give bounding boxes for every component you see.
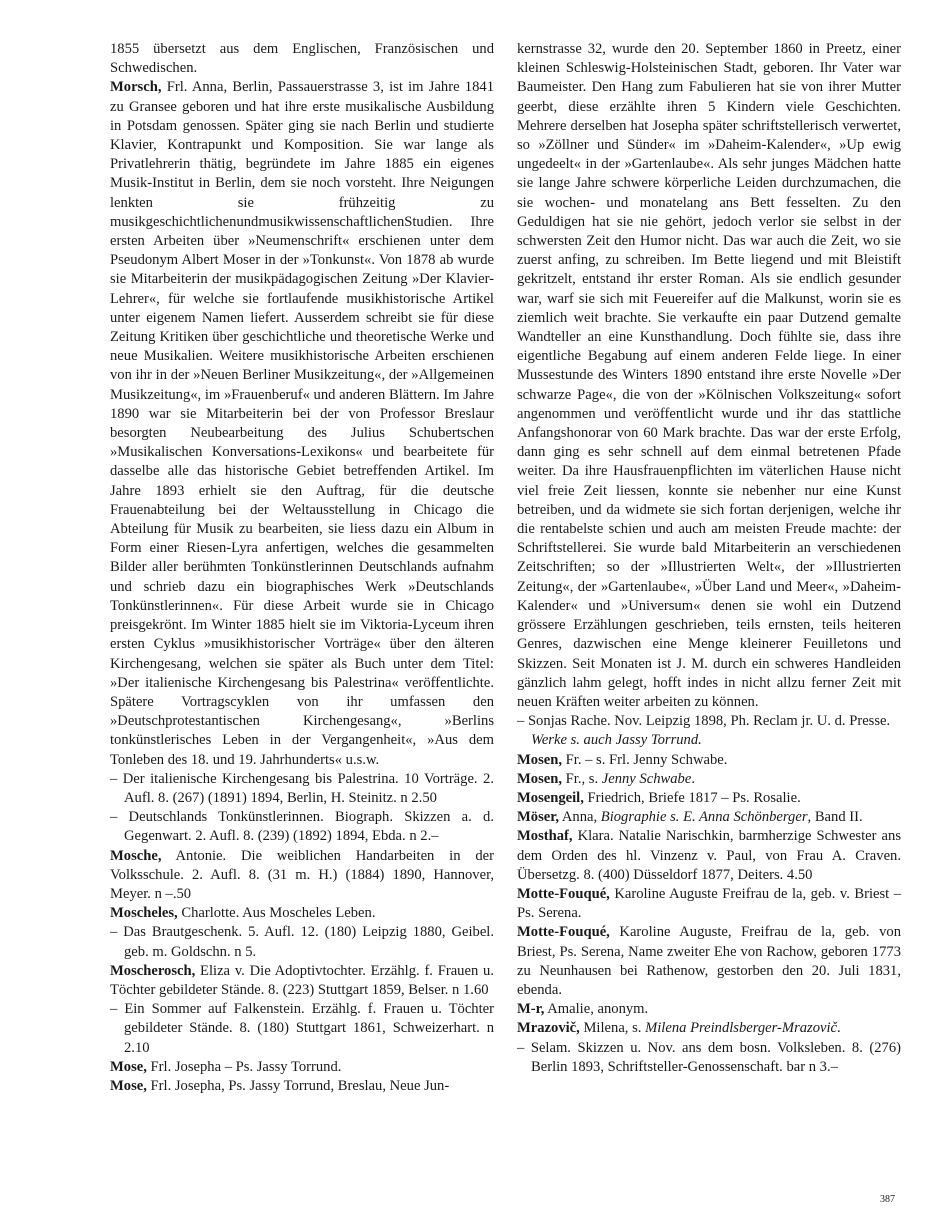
- entry-italic: Biographie s. E. Anna Schönberger: [600, 809, 808, 826]
- entry-text: Frl. Josepha – Ps. Jassy Torrund.: [146, 1058, 342, 1075]
- entry-mosen: [517, 751, 901, 770]
- entry-text: Friedrich, Briefe 1817 – Ps. Rosalie.: [583, 789, 801, 806]
- entry-tail: , Band II.: [807, 809, 863, 826]
- entry-tail: .: [837, 1020, 841, 1037]
- entry-text: Anna,: [559, 809, 601, 826]
- headword: Motte-Fouqué,: [517, 924, 610, 941]
- work-entry: – Selam. Skizzen u. Nov. ans dem bosn. Volksleben. 8. (276) Berlin 1893, Schriftsteller-Genossenschaft. bar n 3.–: [517, 1039, 901, 1075]
- entry-motte-fouque-full: [517, 923, 901, 1000]
- entry-mose-full: [110, 1077, 494, 1096]
- headword: Mosen,: [517, 751, 562, 768]
- entry-text: Klara. Natalie Narischkin, barmherzige Schwester ans dem Orden des hl. Vinzenz v. Paul, von Frau A. Craven. Übersetzg. 8. (400) Düsseldorf 1877, Deiters. 4.50: [517, 828, 901, 883]
- continuation-text: 1855 übersetzt aus dem Englischen, Französischen und Schwedischen.: [110, 41, 494, 77]
- headword: Mrazovič,: [517, 1020, 580, 1037]
- continuation-text: kernstrasse 32, wurde den 20. September 1860 in Preetz, einer kleinen Schleswig-Holsteinischen Stadt, geboren. Ihr Vater war Baumeister. Den Hang zum Fabulieren hat sie von ihrer Mutter geerbt, diese erzählte ihren 5 Kindern viele Geschichten. Mehrere derselben hat Josepha später schriftstellerisch verwertet, so »Zöllner und Sünder« im »Daheim-Kalender«, »Up ewig ungedeelt« in der »Gartenlaube«. Als sehr junges Mädchen hatte sie lange Jahre schwere körperliche Leiden durchzumachen, die sie wochen- und monatelang ans Bett fesselten. Zu den Geduldigen hat sie nie gehört, jedoch verlor sie selbst in der schwersten Zeit den Humor nicht. Das war auch die Zeit, wo sie zuerst anfing, zu schreiben. Im Bette liegend und mit Bleistift gekritzelt, entstand ihr erster Roman. Als sie endlich gesunder war, warf sie sich mit Feuereifer auf die Malkunst, worin sie es ziemlich weit brachte. Sie verkaufte ein paar Dutzend gemalte Wandteller an eine Kunsthandlung. Doch fühlte sie, dass ihre eigentliche Begabung auf einem anderen Felde liege. In einer Mussestunde des Winters 1890 entstand ihre erste Novelle »Der schwarze Page«, die von der »Kölnischen Volkszeitung« sofort angenommen und veröffentlicht wurde und ihr das stattliche Anfangshonorar von 60 Mark brachte. Das war der erste Erfolg, dann ging es sehr schnell auf dem einmal betretenen Pfade weiter. Da ihre Hausfrauenpflichten im väterlichen Hause nicht viel freie Zeit liessen, konnte sie nebenher nur eine Kunst betreiben, und da widmete sie sich fortan derjenigen, welche ihr die rentabelste schien und auch am meisten Freude machte: der Schriftstellerei. Sie wurde bald Mitarbeiterin an verschiedenen Zeitschriften; so der »Illustrierten Welt«, der »Illustrierten Zeitung«, der »Gartenlaube«, »Über Land und Meer«, »Daheim-Kalender« und »Universum« denen sie wohl ein Dutzend grössere Erzählungen geschrieben, teils ernsten, teils heiteren Genres, dazwischen eine Menge kleinerer Feuilletons und Skizzen. Seit Monaten ist J. M. durch ein schweres Handleiden gänzlich lahm gelegt, hofft indes in nicht allzu ferner Zeit mit neuen Kräften weiter arbeiten zu können.: [517, 41, 901, 710]
- page-number: 387: [880, 1194, 895, 1205]
- entry-mosche: [110, 847, 494, 905]
- entry-text: Fr., s.: [562, 770, 602, 787]
- headword: Mosche,: [110, 847, 162, 864]
- headword: Mosengeil,: [517, 789, 584, 806]
- headword: Mose,: [110, 1077, 147, 1094]
- headword: Mosen,: [517, 770, 562, 787]
- headword: M-r,: [517, 1001, 545, 1018]
- headword: Möser,: [517, 809, 560, 826]
- entry-text: Karoline Auguste, Freifrau de la, geb. von Briest, Ps. Serena, Name zweiter Ehe von Rachow, geboren 1773 zu Neunhausen bei Rathenow, gestorben den 20. Juli 1831, ebenda.: [517, 924, 901, 998]
- entry-text: Eliza v. Die Adoptivtochter. Erzählg. f. Frauen u. Töchter gebildeter Stände. 8. (223) Stuttgart 1859, Belser. n 1.60: [110, 962, 494, 998]
- work-entry: – Sonjas Rache. Nov. Leipzig 1898, Ph. Reclam jr. U. d. Presse.: [517, 713, 891, 730]
- entry-italic: Jenny Schwabe: [601, 770, 692, 787]
- entry-text: Frl. Josepha, Ps. Jassy Torrund, Breslau, Neue Jun-: [146, 1077, 450, 1094]
- entry-moeser: [517, 808, 901, 827]
- work-entry: – Deutschlands Tonkünstlerinnen. Biograph. Skizzen a. d. Gegenwart. 2. Aufl. 8. (239) (1892) 1894, Ebda. n 2.–: [110, 809, 494, 845]
- entry-text: Antonie. Die weiblichen Handarbeiten in der Volksschule. 2. Aufl. 8. (31 m. H.) (1884) 1890, Hannover, Meyer. n –.50: [110, 847, 494, 902]
- headword: Moscheles,: [110, 905, 178, 922]
- entry-mosen-2: [517, 770, 901, 789]
- left-column: [110, 40, 494, 1096]
- headword: Moscherosch,: [110, 962, 196, 979]
- entry-text: Milena, s.: [579, 1020, 646, 1037]
- entry-text: Fr. – s. Frl. Jenny Schwabe.: [562, 751, 728, 768]
- entry-italic: Milena Preindlsberger-Mrazovič: [645, 1020, 838, 1037]
- headword: Motte-Fouqué,: [517, 885, 610, 902]
- entry-morsch: [110, 78, 494, 769]
- entry-text: Amalie, anonym.: [544, 1001, 649, 1018]
- entry-mrazovic: [517, 1019, 901, 1038]
- work-entry: – Der italienische Kirchengesang bis Palestrina. 10 Vorträge. 2. Aufl. 8. (267) (1891) 1894, Berlin, H. Steinitz. n 2.50: [110, 770, 494, 806]
- entry-moscheles: [110, 904, 494, 923]
- headword: Mose,: [110, 1058, 147, 1075]
- entry-text: Frl. Anna, Berlin, Passauerstrasse 3, ist im Jahre 1841 zu Gransee geboren und hat ihre erste musikalische Ausbildung in Potsdam genossen. Später ging sie nach Berlin und studierte Klavier, Kontrapunkt und Komposition. Sie war lange als Privatlehrerin thätig, begründete im Jahre 1885 ein eigenes Musik-Institut in Berlin, dem sie noch vorsteht. Ihre Neigungen lenkten sie frühzeitig zu musikgeschichtlichenundmusikwissenschaftlichenStudien. Ihre ersten Arbeiten über »Neumenschrift« erschienen unter dem Pseudonym Albert Moser in der »Tonkunst«. Von 1878 ab wurde sie Mitarbeiterin der musikpädagogischen Zeitung »Der Klavier-Lehrer«, für welche sie fortlaufende musikhistorische Artikel unter eigenem Namen liefert. Ausserdem schreibt sie für diese Zeitung Kritiken über geschichtliche und theoretische Werke und neue Musikalien. Weitere musikhistorische Arbeiten erschienen von ihr in der »Neuen Berliner Musikzeitung«, der »Allgemeinen Musikzeitung«, im »Frauenberuf« und anderen Blättern. Im Jahre 1890 war sie Mitarbeiterin bei der von Professor Breslaur besorgten Neubearbeitung des Julius Schubertschen »Musikalischen Konversations-Lexikons« und bearbeitete für dasselbe alle das historische Gebiet betreffenden Artikel. Im Jahre 1893 erhielt sie den Auftrag, für die deutsche Frauenabteilung bei der Weltausstellung in Chicago die Abteilung für Musik zu bearbeiten, sie liess dazu ein Album in Form einer Riesen-Lyra anfertigen, welches die gesammelten Bilder aller berühmten Tonkünstlerinnen Deutschlands aufnahm und schrieb dazu ein biographisches Werk »Deutschlands Tonkünstlerinnen«. Für diese Arbeit wurde sie in Chicago preisgekrönt. Im Winter 1885 hielt sie im Viktoria-Lyceum ihren ersten Cyklus »musikhistorischer Vorträge« über den älteren Kirchengesang, welchen sie später als Buch unter dem Titel: »Der italienische Kirchengesang bis Palestrina« veröffentlichte. Spätere Vortragscyklen von ihr umfassen den »Deutschprotestantischen Kirchengesang«, »Berlins tonkünstlerisches Leben in der Vergangenheit«, »Aus dem Tonleben des 18. und 19. Jahrhunderts« u.s.w.: [110, 79, 494, 768]
- cross-reference-note: Werke s. auch Jassy Torrund.: [531, 732, 702, 749]
- entry-moscherosch: [110, 962, 494, 1000]
- right-column: [517, 40, 901, 1077]
- work-entry: – Das Brautgeschenk. 5. Aufl. 12. (180) Leipzig 1880, Geibel. geb. m. Goldschn. n 5.: [110, 924, 494, 960]
- work-entry: – Ein Sommer auf Falkenstein. Erzählg. f. Frauen u. Töchter gebildeter Stände. 8. (180) Stuttgart 1861, Schweizerhart. n 2.10: [110, 1001, 494, 1056]
- entry-mosthaf: [517, 827, 901, 885]
- entry-mose: [110, 1058, 494, 1077]
- entry-text: Karoline Auguste Freifrau de la, geb. v. Briest – Ps. Serena.: [517, 885, 901, 922]
- headword: Morsch,: [110, 79, 162, 96]
- entry-tail: .: [691, 770, 695, 787]
- headword: Mosthaf,: [517, 828, 573, 845]
- entry-motte-fouque: [517, 885, 901, 923]
- entry-m-r: [517, 1000, 901, 1019]
- entry-text: Charlotte. Aus Moscheles Leben.: [177, 905, 376, 922]
- entry-mosengeil: [517, 789, 901, 808]
